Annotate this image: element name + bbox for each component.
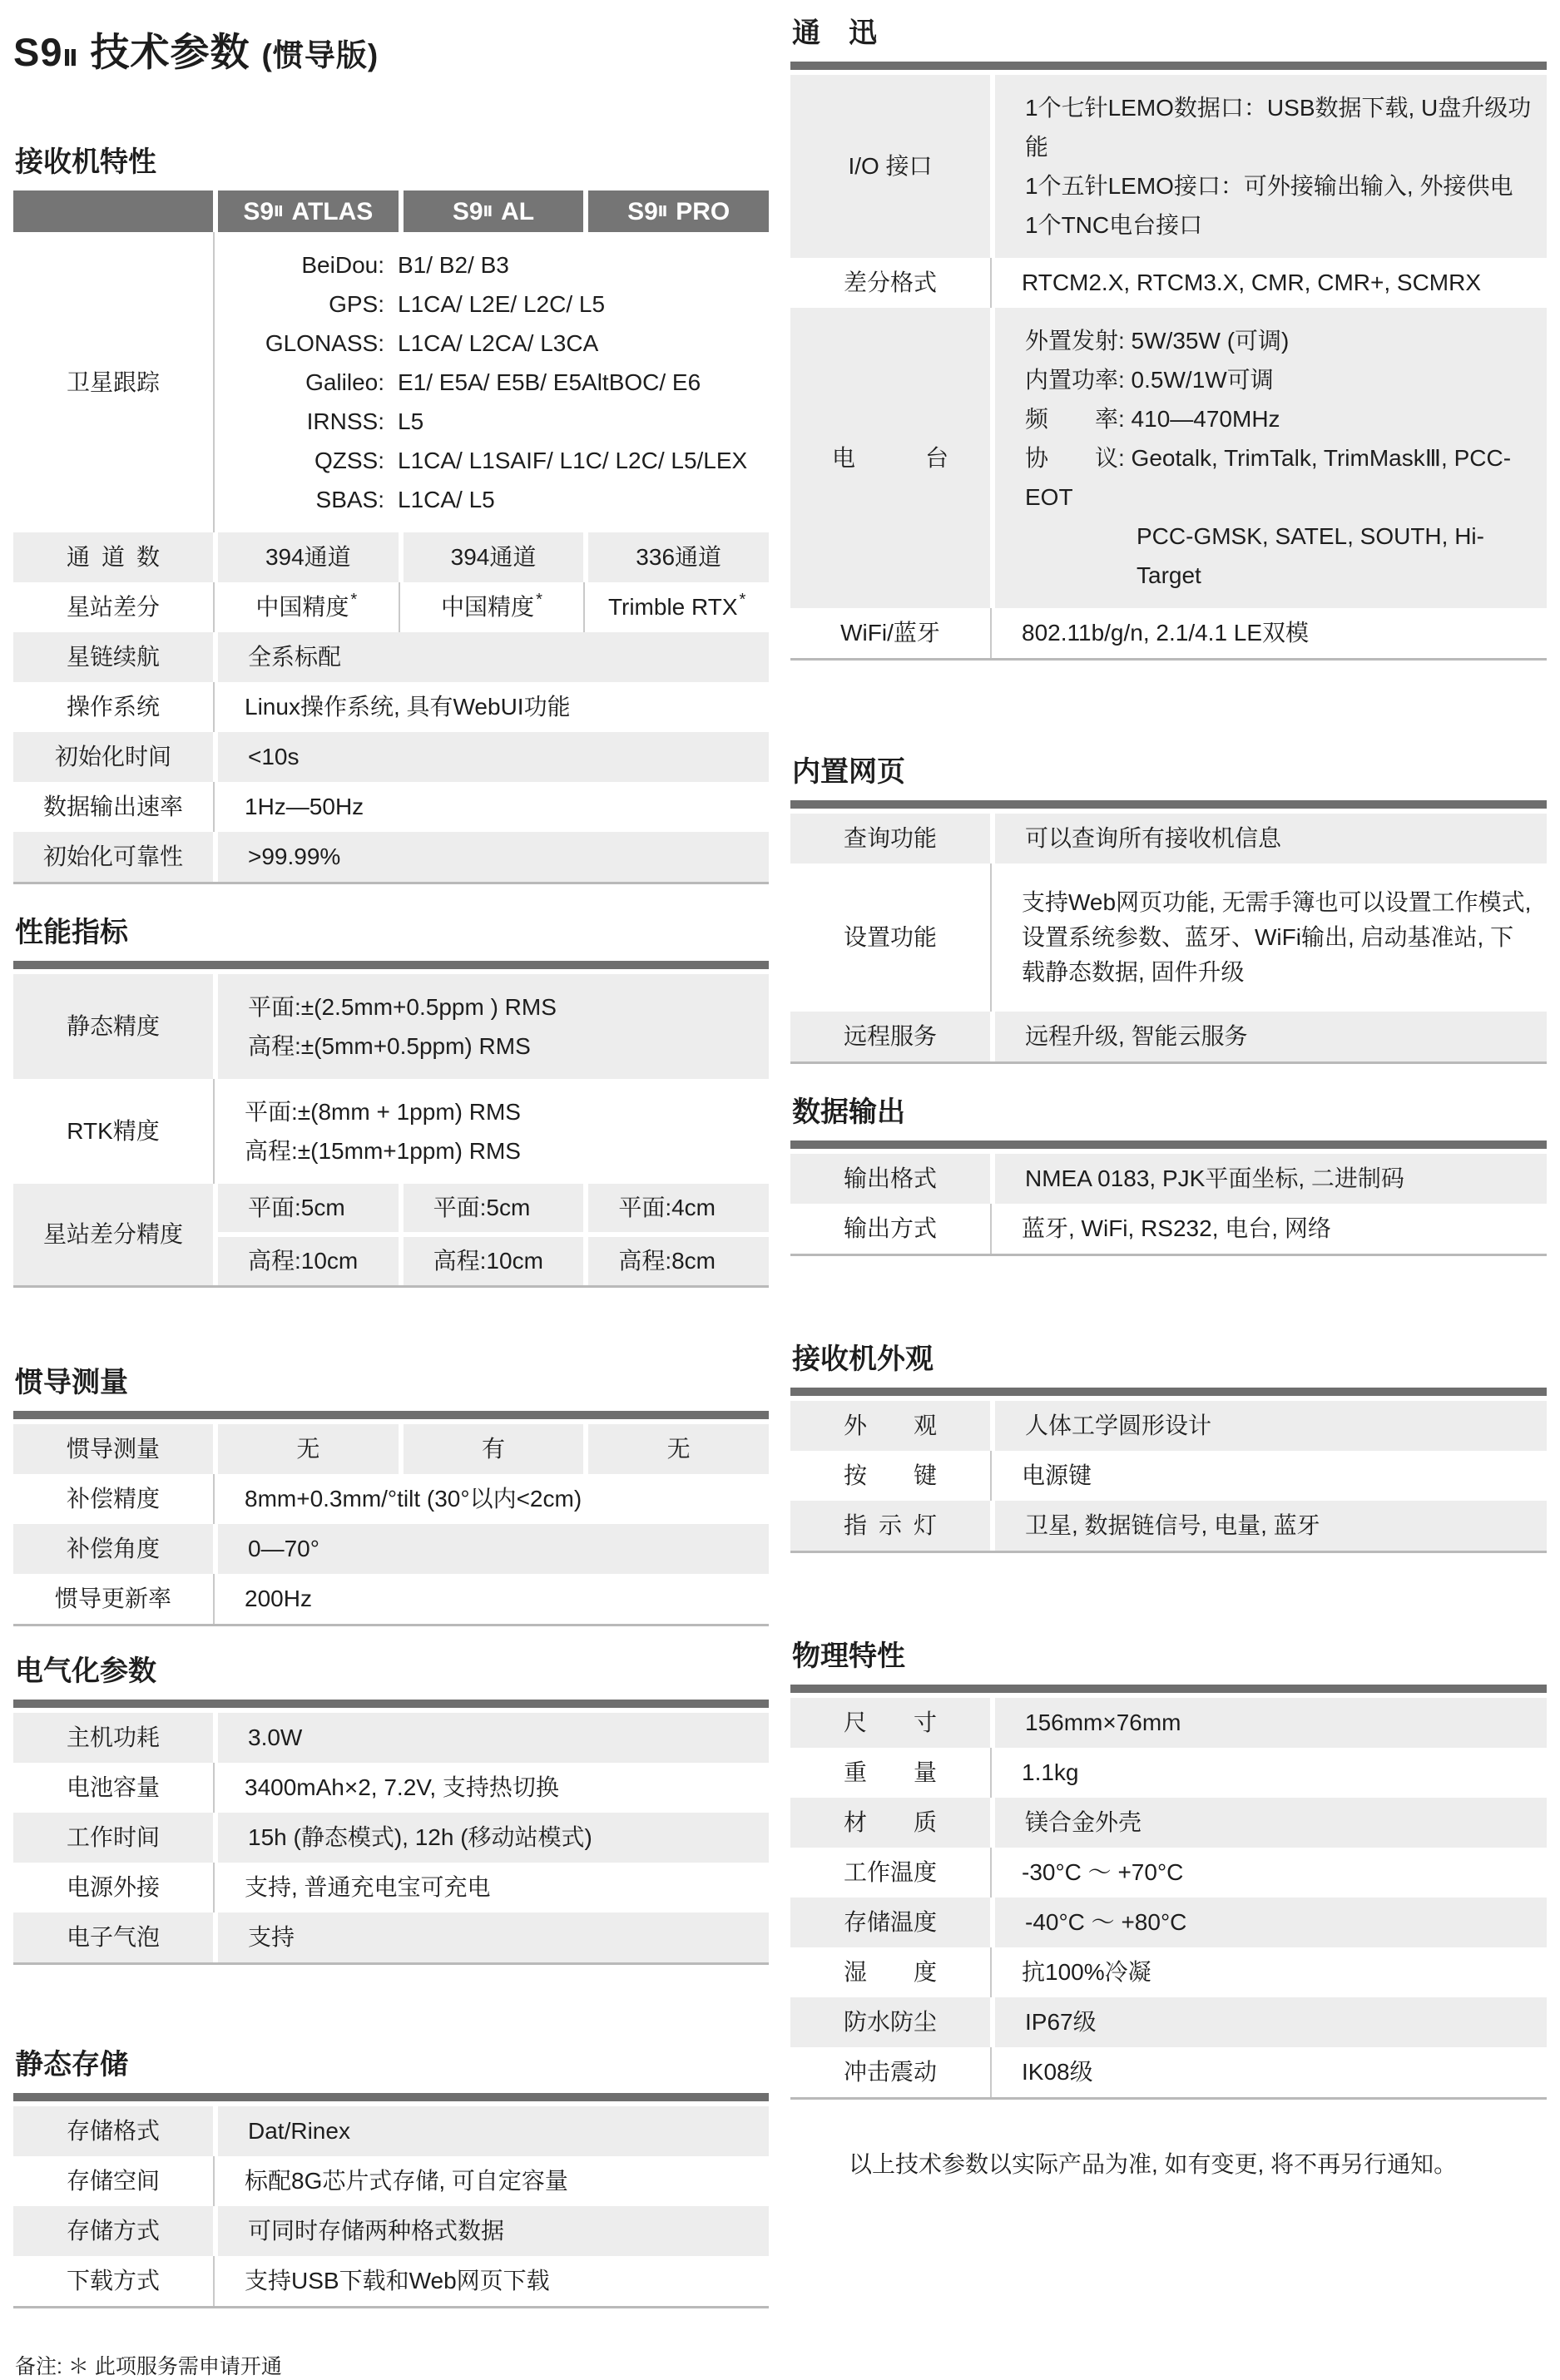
- row-storage-mode: [13, 2206, 769, 2256]
- sat-line: [245, 245, 509, 285]
- row-label: 指 示 灯: [790, 1501, 990, 1551]
- table-top-bar: [13, 1411, 769, 1419]
- row-value: 卫星, 数据链信号, 电量, 蓝牙: [990, 1501, 1547, 1551]
- row-output-mode: [790, 1204, 1547, 1254]
- row-sbas-differential: [13, 582, 769, 632]
- row-value: [213, 974, 769, 1079]
- row-label: 电池容量: [13, 1763, 213, 1813]
- ins-atlas: 无: [213, 1424, 399, 1474]
- table-top-bar: [790, 1685, 1547, 1693]
- page-title: [13, 22, 769, 77]
- model-generation: Ⅱ: [483, 202, 493, 220]
- title-variant: (惯导版): [261, 38, 379, 72]
- header-empty-cell: [13, 190, 213, 232]
- table-top-bar: [13, 961, 769, 969]
- row-label: 冲击震动: [790, 2047, 990, 2097]
- accuracy-line: 平面:±(8mm + 1ppm) RMS: [245, 1099, 521, 1126]
- row-label: 电源外接: [13, 1863, 213, 1912]
- sbas-acc-plane-pro: 平面:4cm: [583, 1184, 769, 1232]
- model-brand: S9: [452, 197, 483, 225]
- row-remote-service: [790, 1012, 1547, 1061]
- sbas-diff-pro: [583, 582, 769, 632]
- section-heading-communication: 通 迅: [792, 17, 877, 49]
- row-radio: [790, 308, 1547, 608]
- model-generation: Ⅱ: [657, 202, 668, 220]
- accuracy-line: 平面:±(2.5mm+0.5ppm ) RMS: [248, 994, 557, 1021]
- gnss-name: GLONASS:: [265, 330, 384, 357]
- table-top-bar: [790, 62, 1547, 70]
- gnss-name: QZSS:: [314, 448, 384, 474]
- row-value: >99.99%: [213, 832, 769, 882]
- channels-atlas: 394通道: [213, 532, 399, 582]
- sbas-acc-height-atlas: 高程:10cm: [213, 1237, 399, 1285]
- row-label: 防水防尘: [790, 1997, 990, 2047]
- service-name: 中国精度: [255, 594, 349, 621]
- model-generation: Ⅱ: [274, 202, 284, 220]
- section-heading-appearance: 接收机外观: [792, 1343, 934, 1376]
- row-label: 差分格式: [790, 258, 990, 308]
- row-value: 8mm+0.3mm/°tilt (30°以内<2cm): [213, 1474, 769, 1524]
- row-electronic-bubble: [13, 1912, 769, 1962]
- row-label: 电 台: [790, 308, 990, 608]
- row-value: 蓝牙, WiFi, RS232, 电台, 网络: [990, 1204, 1547, 1254]
- gnss-signals: L1CA/ L1SAIF/ L1C/ L2C/ L5/LEX: [398, 448, 748, 474]
- row-label: 星站差分精度: [13, 1184, 213, 1285]
- row-init-reliability: [13, 832, 769, 882]
- row-label: 数据输出速率: [13, 782, 213, 832]
- channels-al: 394通道: [399, 532, 584, 582]
- section-heading-data-output: 数据输出: [792, 1096, 905, 1129]
- ins-pro: 无: [583, 1424, 769, 1474]
- row-value: -30°C ～ +70°C: [990, 1848, 1547, 1898]
- sbas-acc-plane-atlas: 平面:5cm: [213, 1184, 399, 1232]
- sbas-acc-plane-al: 平面:5cm: [399, 1184, 584, 1232]
- row-value: IK08级: [990, 2047, 1547, 2097]
- section-heading-electrical: 电气化参数: [15, 1655, 156, 1688]
- row-label: 补偿角度: [13, 1524, 213, 1574]
- row-value: 人体工学圆形设计: [990, 1401, 1547, 1451]
- row-value: 全系标配: [213, 632, 769, 682]
- service-name: 中国精度: [441, 594, 535, 621]
- appearance-table: [790, 1388, 1547, 1553]
- row-label: 存储方式: [13, 2206, 213, 2256]
- row-indicator-lights: [790, 1501, 1547, 1551]
- right-column: [790, 10, 1547, 2380]
- row-value: 可以查询所有接收机信息: [990, 814, 1547, 863]
- gnss-signals: L5: [398, 408, 424, 435]
- gnss-name: SBAS:: [315, 487, 384, 513]
- row-label: 主机功耗: [13, 1713, 213, 1763]
- row-sbas-accuracy: [13, 1184, 769, 1285]
- row-value: 200Hz: [213, 1574, 769, 1624]
- row-differential-format: [790, 258, 1547, 308]
- row-label: 湿 度: [790, 1947, 990, 1997]
- row-value: 1.1kg: [990, 1748, 1547, 1798]
- section-heading-ins: 惯导测量: [15, 1367, 128, 1399]
- gnss-signals: L1CA/ L2E/ L2C/ L5: [398, 291, 606, 318]
- row-label: 远程服务: [790, 1012, 990, 1061]
- header-model-al: [399, 190, 584, 232]
- sbas-acc-height-pro: 高程:8cm: [583, 1237, 769, 1285]
- gnss-signals: L1CA/ L2CA/ L3CA: [398, 330, 599, 357]
- model-name: AL: [501, 197, 535, 225]
- row-humidity: [790, 1947, 1547, 1997]
- row-label: 工作温度: [790, 1848, 990, 1898]
- row-value: 镁合金外壳: [990, 1798, 1547, 1848]
- electrical-table: [13, 1700, 769, 1965]
- title-name: 技术参数: [78, 30, 250, 74]
- row-value: 802.11b/g/n, 2.1/4.1 LE双模: [990, 608, 1547, 658]
- radio-line: 协 议: Geotalk, TrimTalk, TrimMaskⅢ, PCC-EOT: [1025, 445, 1512, 511]
- table-top-bar: [790, 1141, 1547, 1149]
- storage-table: [13, 2093, 769, 2308]
- row-constellation-support: [13, 632, 769, 682]
- title-brand: S9: [13, 30, 63, 74]
- table-top-bar: [13, 2093, 769, 2101]
- sbas-diff-al: [399, 582, 584, 632]
- row-operating-temperature: [790, 1848, 1547, 1898]
- model-name: PRO: [676, 197, 730, 225]
- row-label: 惯导更新率: [13, 1574, 213, 1624]
- row-value: 标配8G芯片式存储, 可自定容量: [213, 2156, 769, 2206]
- row-value: IP67级: [990, 1997, 1547, 2047]
- row-value: 支持, 普通充电宝可充电: [213, 1863, 769, 1912]
- row-label: 尺 寸: [790, 1698, 990, 1748]
- row-label: 存储空间: [13, 2156, 213, 2206]
- row-label: 设置功能: [790, 863, 990, 1012]
- gnss-signals: L1CA/ L5: [398, 487, 495, 513]
- section-heading-receiver-features: 接收机特性: [15, 146, 156, 178]
- row-channels: [13, 532, 769, 582]
- row-ins-update-rate: [13, 1574, 769, 1624]
- row-label: 材 质: [790, 1798, 990, 1848]
- row-compensation-accuracy: [13, 1474, 769, 1524]
- row-power-consumption: [13, 1713, 769, 1763]
- title-generation: Ⅱ: [62, 45, 79, 71]
- row-working-time: [13, 1813, 769, 1863]
- sat-line: [245, 363, 701, 402]
- row-value: 15h (静态模式), 12h (移动站模式): [213, 1813, 769, 1863]
- row-value: 3.0W: [213, 1713, 769, 1763]
- gnss-signals: B1/ B2/ B3: [398, 252, 509, 278]
- footnote-asterisk: *: [536, 591, 542, 610]
- row-value: [990, 75, 1547, 258]
- accuracy-line: 高程:±(5mm+0.5ppm) RMS: [248, 1033, 531, 1060]
- gnss-name: IRNSS:: [306, 408, 384, 435]
- row-operating-system: [13, 682, 769, 732]
- row-static-accuracy: [13, 974, 769, 1079]
- satellite-signals: [213, 232, 769, 532]
- row-value: [213, 1079, 769, 1184]
- row-value: NMEA 0183, PJK平面坐标, 二进制码: [990, 1154, 1547, 1204]
- row-storage-space: [13, 2156, 769, 2206]
- row-label: 输出格式: [790, 1154, 990, 1204]
- io-line: 1个TNC电台接口: [1025, 212, 1203, 239]
- radio-line: 外置发射: 5W/35W (可调): [1025, 328, 1290, 354]
- row-label: RTK精度: [13, 1079, 213, 1184]
- section-heading-performance: 性能指标: [15, 917, 128, 949]
- row-value: 远程升级, 智能云服务: [990, 1012, 1547, 1061]
- row-value: 可同时存储两种格式数据: [213, 2206, 769, 2256]
- row-compensation-angle: [13, 1524, 769, 1574]
- header-model-atlas: [213, 190, 399, 232]
- table-top-bar: [790, 1388, 1547, 1396]
- row-value: Dat/Rinex: [213, 2106, 769, 2156]
- row-label: 下载方式: [13, 2256, 213, 2306]
- io-line: 1个五针LEMO接口：可外接输出输入, 外接供电: [1025, 173, 1513, 200]
- row-battery-capacity: [13, 1763, 769, 1813]
- gnss-name: Galileo:: [305, 369, 384, 396]
- receiver-features-table: [13, 190, 769, 884]
- service-name: Trimble RTX: [607, 594, 738, 621]
- row-value: <10s: [213, 732, 769, 782]
- row-label: 初始化时间: [13, 732, 213, 782]
- section-heading-webui: 内置网页: [792, 756, 905, 789]
- row-data-rate: [13, 782, 769, 832]
- row-buttons: [790, 1451, 1547, 1501]
- footnote-asterisk: *: [739, 591, 746, 610]
- io-line: 1个七针LEMO数据口：USB数据下载, U盘升级功能: [1025, 95, 1532, 161]
- row-weight: [790, 1748, 1547, 1798]
- row-satellite-tracking: [13, 232, 769, 532]
- row-output-format: [790, 1154, 1547, 1204]
- ins-al: 有: [399, 1424, 584, 1474]
- sat-line: [245, 402, 423, 441]
- footnote-left: 备注: ＊ 此项服务需申请开通: [15, 2355, 282, 2379]
- row-external-power: [13, 1863, 769, 1912]
- row-dimensions: [790, 1698, 1547, 1748]
- row-value: [990, 308, 1547, 608]
- row-value: 支持: [213, 1912, 769, 1962]
- row-storage-format: [13, 2106, 769, 2156]
- receiver-table-header: [13, 190, 769, 232]
- row-label: 静态精度: [13, 974, 213, 1079]
- row-label: 星站差分: [13, 582, 213, 632]
- data-output-table: [790, 1141, 1547, 1256]
- row-query-function: [790, 814, 1547, 863]
- row-wifi-bluetooth: [790, 608, 1547, 658]
- row-label: 通 道 数: [13, 532, 213, 582]
- row-value: 1Hz—50Hz: [213, 782, 769, 832]
- row-label: 重 量: [790, 1748, 990, 1798]
- row-value: Linux操作系统, 具有WebUI功能: [213, 682, 769, 732]
- model-brand: S9: [243, 197, 275, 225]
- table-top-bar: [13, 1700, 769, 1708]
- ins-table: [13, 1411, 769, 1626]
- row-label: 星链续航: [13, 632, 213, 682]
- row-label: 惯导测量: [13, 1424, 213, 1474]
- row-label: 存储格式: [13, 2106, 213, 2156]
- radio-line: 频 率: 410—470MHz: [1025, 406, 1280, 433]
- row-label: 操作系统: [13, 682, 213, 732]
- row-value: 支持Web网页功能, 无需手簿也可以设置工作模式, 设置系统参数、蓝牙、WiFi输出, 启动基准站, 下载静态数据, 固件升级: [990, 863, 1547, 1012]
- row-label: 电子气泡: [13, 1912, 213, 1962]
- row-download-mode: [13, 2256, 769, 2306]
- row-io-ports: [790, 75, 1547, 258]
- sat-line: [245, 324, 598, 363]
- row-label: 初始化可靠性: [13, 832, 213, 882]
- row-value: 0—70°: [213, 1524, 769, 1574]
- model-name: ATLAS: [291, 197, 374, 225]
- section-heading-physical: 物理特性: [792, 1640, 905, 1673]
- table-top-bar: [790, 800, 1547, 809]
- sat-line: [245, 441, 747, 480]
- row-material: [790, 1798, 1547, 1848]
- footnote-asterisk: *: [350, 591, 358, 610]
- performance-table: [13, 961, 769, 1288]
- row-label: WiFi/蓝牙: [790, 608, 990, 658]
- gnss-name: BeiDou:: [301, 252, 384, 278]
- row-waterproof-dustproof: [790, 1997, 1547, 2047]
- gnss-signals: E1/ E5A/ E5B/ E5AltBOC/ E6: [398, 369, 701, 396]
- row-label: 卫星跟踪: [13, 232, 213, 532]
- row-settings-function: [790, 863, 1547, 1012]
- left-column: [13, 10, 769, 2380]
- sat-line: [245, 480, 495, 519]
- sbas-acc-height-al: 高程:10cm: [399, 1237, 584, 1285]
- row-init-time: [13, 732, 769, 782]
- row-appearance: [790, 1401, 1547, 1451]
- row-value: 3400mAh×2, 7.2V, 支持热切换: [213, 1763, 769, 1813]
- section-heading-storage: 静态存储: [15, 2049, 128, 2081]
- row-label: 输出方式: [790, 1204, 990, 1254]
- webui-table: [790, 800, 1547, 1064]
- radio-line-continued: PCC-GMSK, SATEL, SOUTH, Hi-Target: [1137, 523, 1484, 589]
- row-value: 电源键: [990, 1451, 1547, 1501]
- row-label: 存储温度: [790, 1898, 990, 1947]
- row-label: 查询功能: [790, 814, 990, 863]
- radio-line: 内置功率: 0.5W/1W可调: [1025, 367, 1274, 393]
- row-value: 抗100%冷凝: [990, 1947, 1547, 1997]
- communication-table: [790, 62, 1547, 661]
- row-label: 外 观: [790, 1401, 990, 1451]
- physical-table: [790, 1685, 1547, 2100]
- row-value: -40°C ～ +80°C: [990, 1898, 1547, 1947]
- accuracy-line: 高程:±(15mm+1ppm) RMS: [245, 1138, 521, 1165]
- row-rtk-accuracy: [13, 1079, 769, 1184]
- header-model-pro: [583, 190, 769, 232]
- row-value: RTCM2.X, RTCM3.X, CMR, CMR+, SCMRX: [990, 258, 1547, 308]
- row-label: 按 键: [790, 1451, 990, 1501]
- row-shock-vibration: [790, 2047, 1547, 2097]
- row-value: 支持USB下载和Web网页下载: [213, 2256, 769, 2306]
- model-brand: S9: [627, 197, 658, 225]
- sat-line: [245, 285, 605, 324]
- sbas-diff-atlas: [213, 582, 399, 632]
- row-label: 补偿精度: [13, 1474, 213, 1524]
- gnss-name: GPS:: [329, 291, 384, 318]
- row-ins-availability: [13, 1424, 769, 1474]
- row-label: I/O 接口: [790, 75, 990, 258]
- footnote-right: 以上技术参数以实际产品为准, 如有变更, 将不再另行通知。: [849, 2151, 1458, 2178]
- channels-pro: 336通道: [583, 532, 769, 582]
- row-label: 工作时间: [13, 1813, 213, 1863]
- row-value: 156mm×76mm: [990, 1698, 1547, 1748]
- row-storage-temperature: [790, 1898, 1547, 1947]
